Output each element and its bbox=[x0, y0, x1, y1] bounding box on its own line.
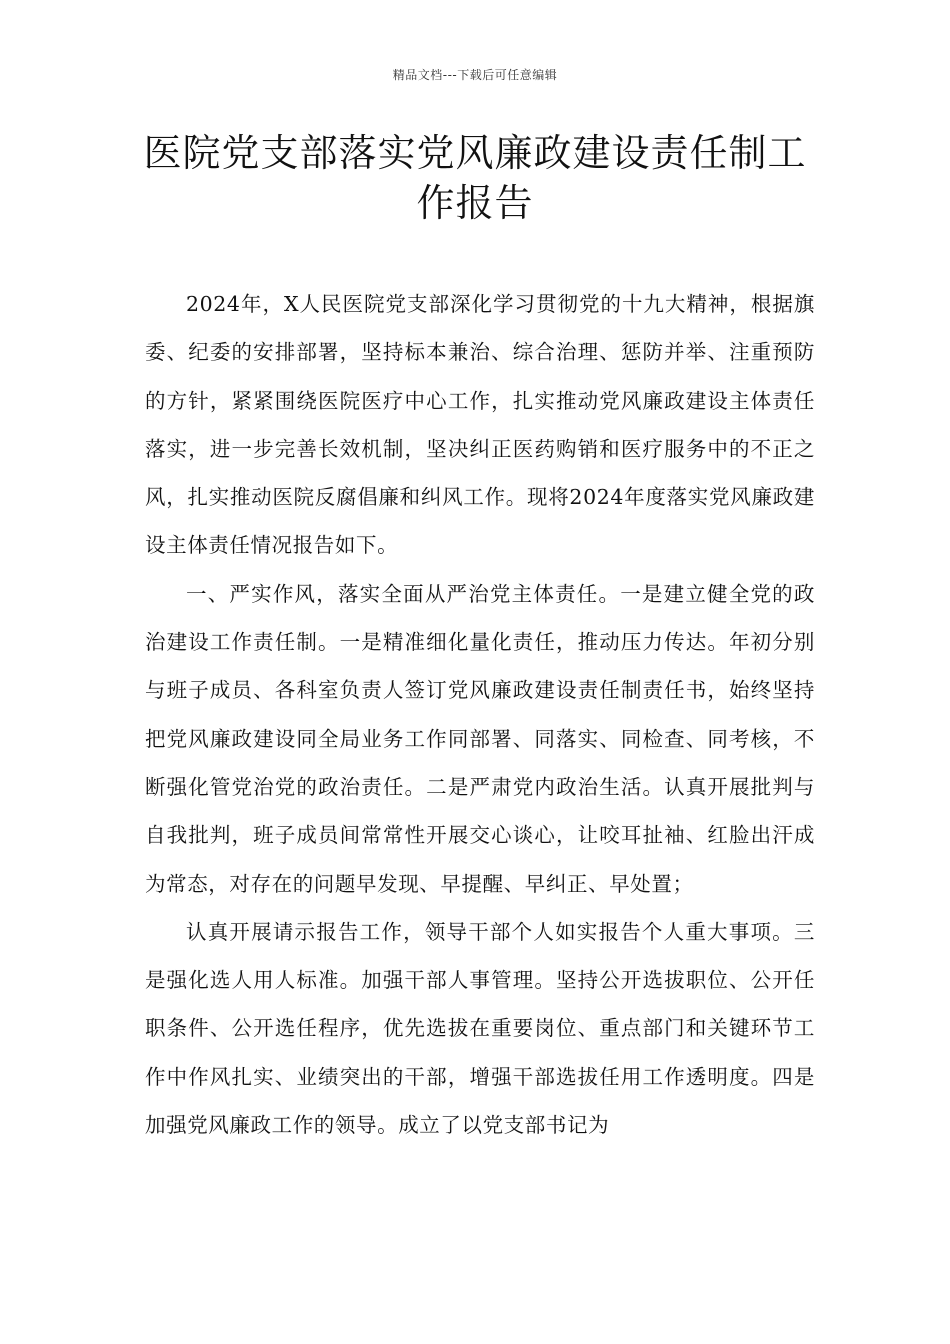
header-note: 精品文档---下载后可任意编辑 bbox=[392, 68, 558, 82]
paragraph-section-one: 一、严实作风，落实全面从严治党主体责任。一是建立健全党的政治建设工作责任制。一是精准细化量化责任，推动压力传达。年初分别与班子成员、各科室负责人签订党风廉政建设责任制责任书，始终坚持把党风廉政建设同全局业务工作同部署、同落实、同检查、同考核，不断强化管党治党的政治责任。二是严肃党内政治生活。认真开展批判与自我批判，班子成员间常常性开展交心谈心，让咬耳扯袖、红脸出汗成为常态，对存在的问题早发现、早提醒、早纠正、早处置； bbox=[145, 581, 815, 896]
paragraph-intro: 2024年，X人民医院党支部深化学习贯彻党的十九大精神，根据旗委、纪委的安排部署，坚持标本兼治、综合治理、惩防并举、注重预防的方针，紧紧围绕医院医疗中心工作，扎实推动党风廉政建设主体责任落实，进一步完善长效机制，坚决纠正医药购销和医疗服务中的不正之风，扎实推动医院反腐倡廉和纠风工作。现将2024年度落实党风廉政建设主体责任情况报告如下。 bbox=[145, 292, 815, 558]
paragraph-continuation: 认真开展请示报告工作，领导干部个人如实报告个人重大事项。三是强化选人用人标准。加强干部人事管理。坚持公开选拔职位、公开任职条件、公开选任程序，优先选拔在重要岗位、重点部门和关键环节工作中作风扎实、业绩突出的干部，增强干部选拔任用工作透明度。四是加强党风廉政工作的领导。成立了以党支部书记为 bbox=[145, 919, 815, 1138]
page-title: 医院党支部落实党风廉政建设责任制工作报告 bbox=[143, 131, 807, 225]
document-body bbox=[145, 280, 815, 1149]
